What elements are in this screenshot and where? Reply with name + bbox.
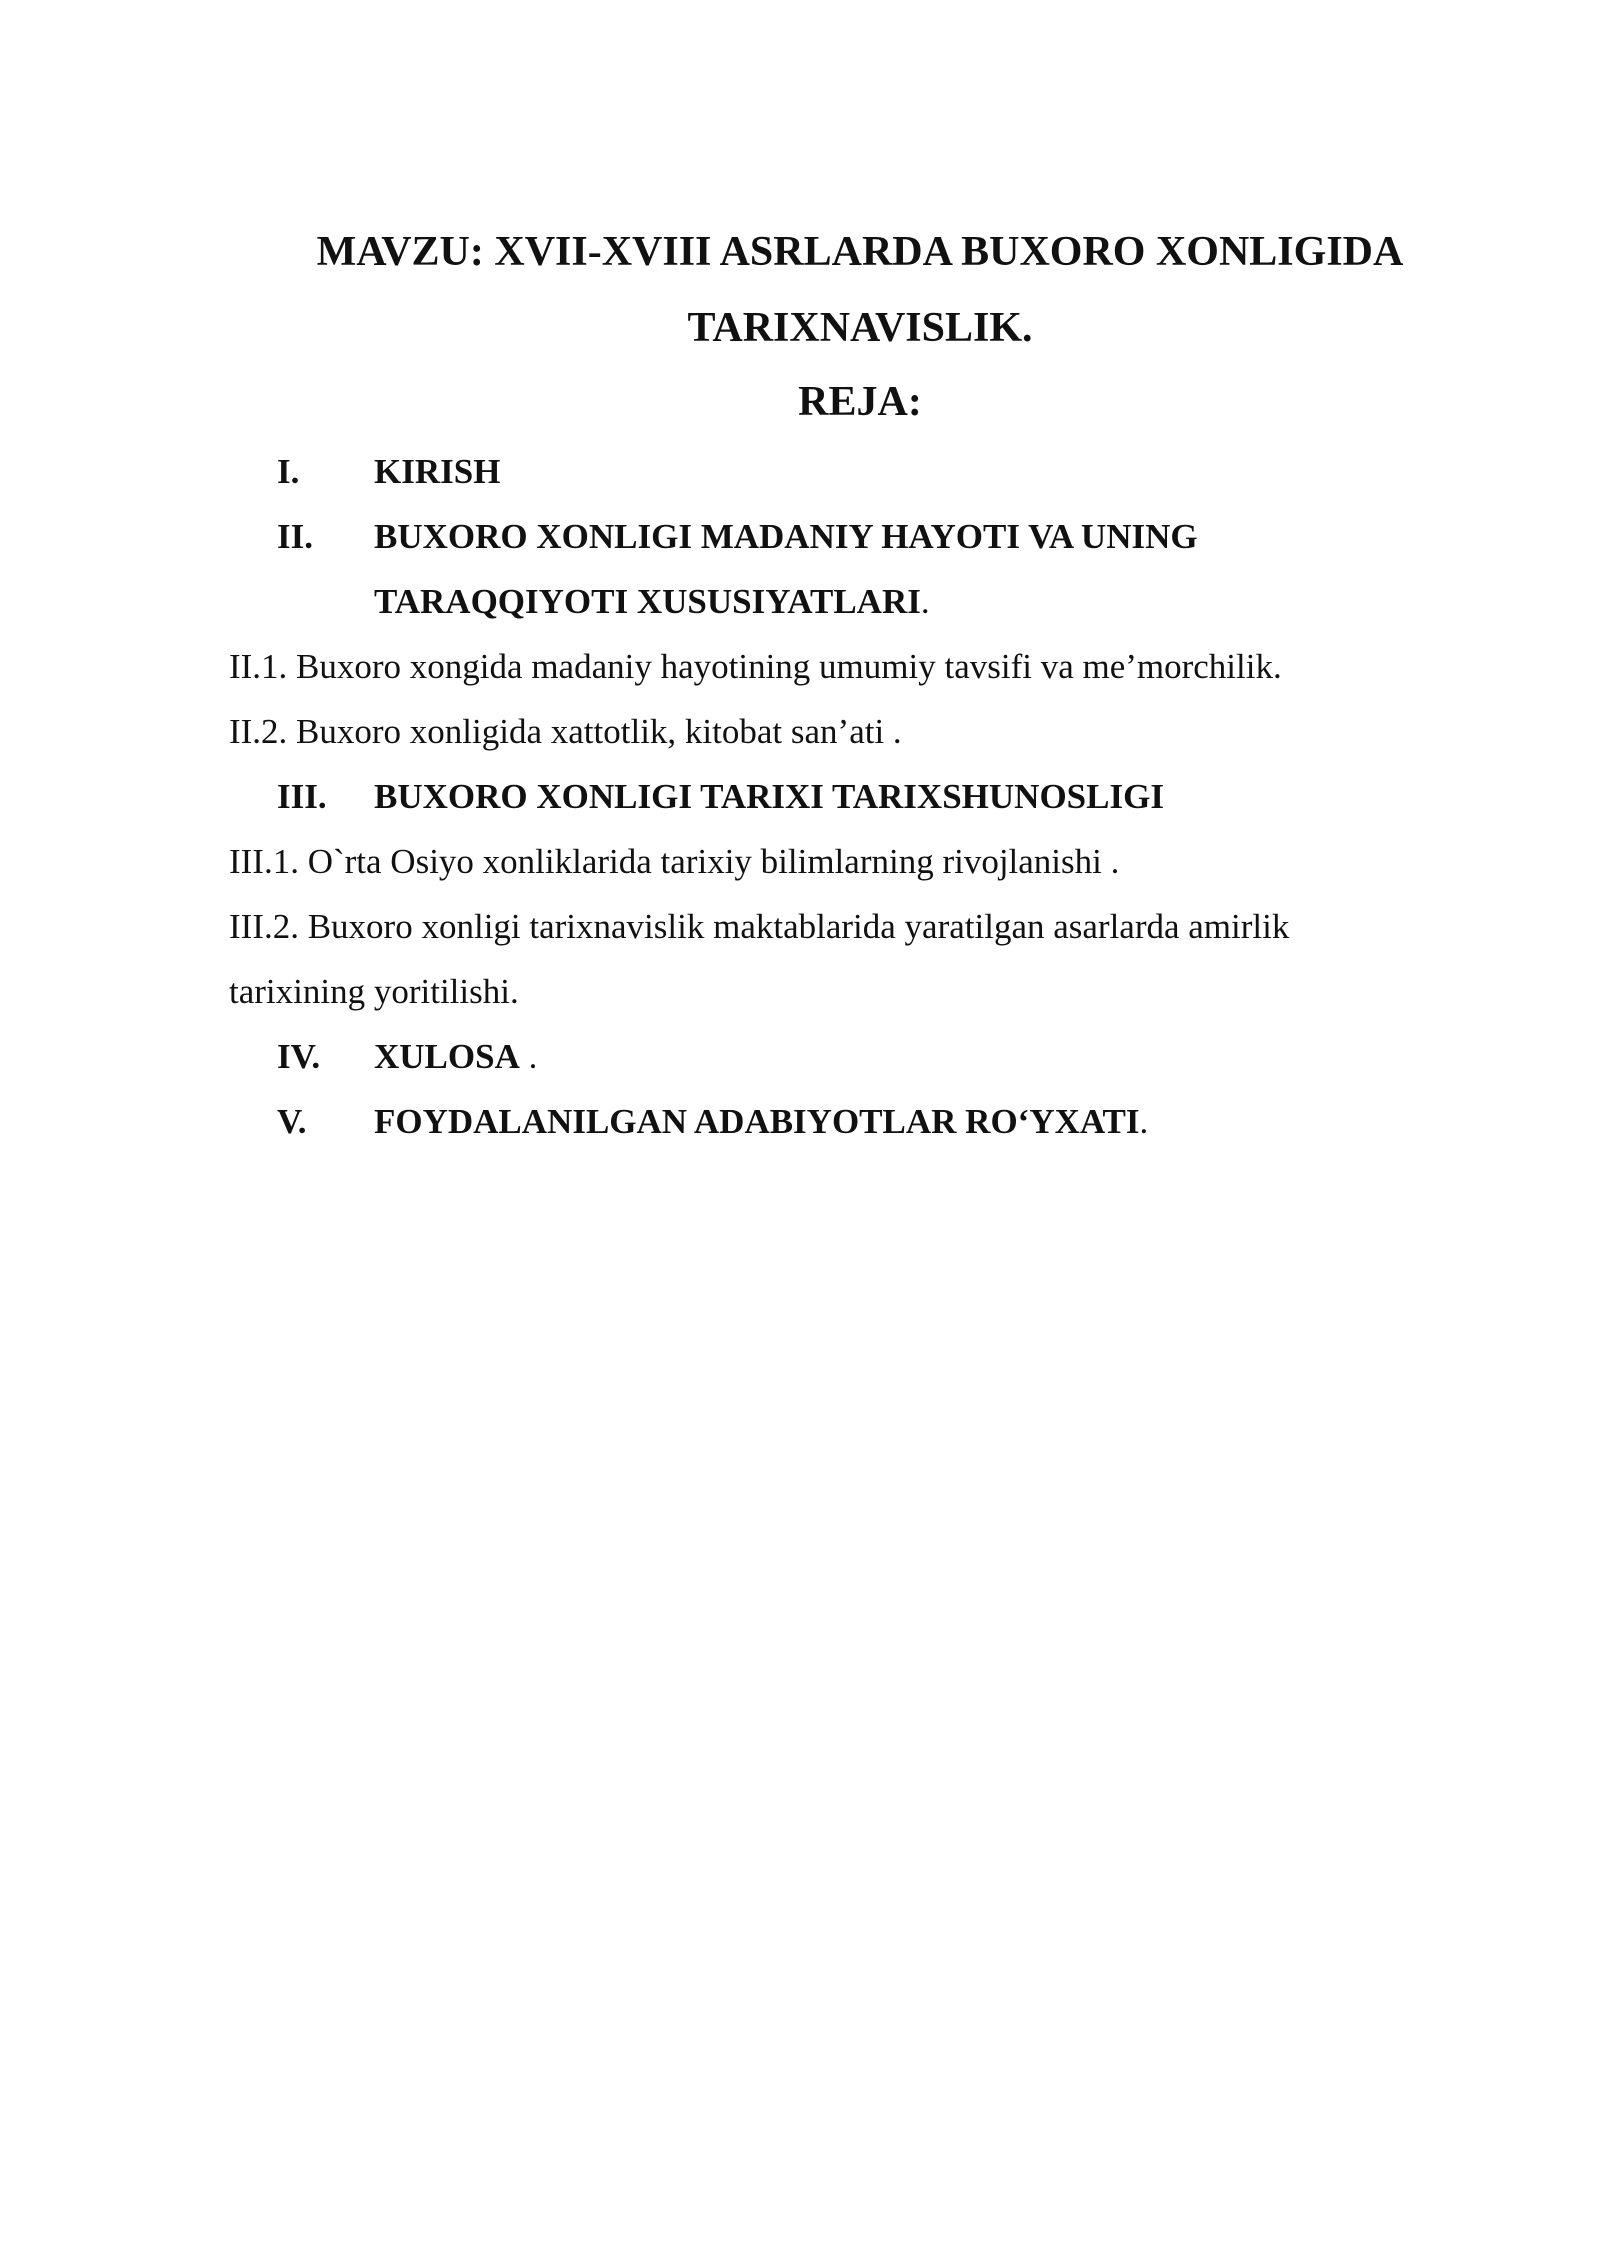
plan-item-3-number: III.	[277, 777, 327, 816]
plan-subitem-2-2: II.2. Buxoro xonligida xattotlik, kitobat san’ati .	[229, 712, 902, 751]
plan-item-2-text-line-2-main: TARAQQIYOTI XUSUSIYATLARI	[374, 582, 921, 621]
plan-item-4-text-tail: .	[519, 1037, 538, 1076]
plan-item-5-number: V.	[277, 1102, 307, 1141]
plan-item-2-number: II.	[277, 517, 313, 556]
plan-item-3-text: BUXORO XONLIGI TARIXI TARIXSHUNOSLIGI	[374, 777, 1164, 816]
plan-heading: REJA:	[798, 379, 922, 425]
plan-item-2-text-line-1: BUXORO XONLIGI MADANIY HAYOTI VA UNING	[374, 517, 1198, 556]
plan-subitem-3-1: III.1. O`rta Osiyo xonliklarida tarixiy bilimlarning rivojlanishi .	[229, 842, 1120, 881]
plan-item-4-text-main: XULOSA	[374, 1037, 520, 1076]
plan-item-4-text	[374, 1034, 537, 1080]
document-title-line-2: TARIXNAVISLIK.	[687, 305, 1033, 351]
plan-item-5-text-tail: .	[1139, 1102, 1149, 1141]
plan-item-1-number: I.	[277, 452, 300, 491]
plan-subitem-3-2-line-2: tarixining yoritilishi.	[229, 972, 519, 1011]
plan-item-5-text-main: FOYDALANILGAN ADABIYOTLAR RO‘YXATI	[374, 1102, 1140, 1141]
document-title-line-1: MAVZU: XVII-XVIII ASRLARDA BUXORO XONLIGIDA	[316, 229, 1404, 275]
plan-subitem-3-2-line-1: III.2. Buxoro xonligi tarixnavislik maktablarida yaratilgan asarlarda amirlik	[229, 907, 1290, 946]
plan-item-2-text-line-2-tail: .	[920, 582, 930, 621]
plan-item-2-text-line-2	[374, 579, 930, 625]
plan-subitem-2-1: II.1. Buxoro xongida madaniy hayotining umumiy tavsifi va me’morchilik.	[229, 647, 1282, 686]
plan-item-5-text	[374, 1099, 1148, 1145]
plan-item-4-number: IV.	[277, 1037, 321, 1076]
plan-item-1-text: KIRISH	[374, 452, 501, 491]
